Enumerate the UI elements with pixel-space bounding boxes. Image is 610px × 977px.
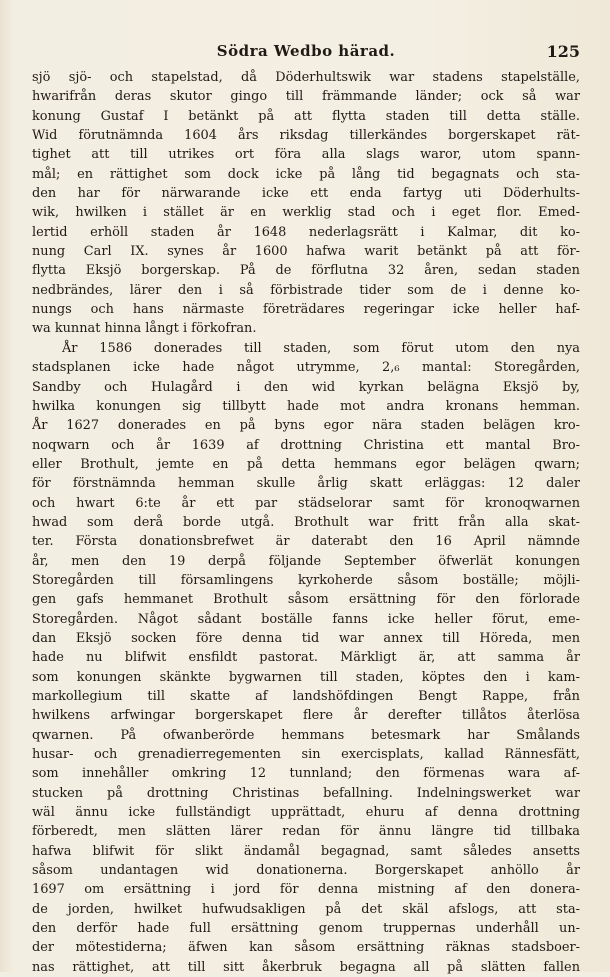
text-line: hwilka konungen sig tillbytt hade mot andra kronans hemman.	[32, 398, 580, 414]
text-line: som innehåller omkring 12 tunnland; den förmenas wara af-	[32, 766, 580, 782]
text-line: ter. Första donationsbrefwet är daterabt den 16 April nämnde	[32, 534, 580, 550]
text-line: wik, hwilken i stället är en werklig stad och i eget flor. Emed-	[32, 205, 580, 221]
text-line: stucken på drottning Christinas befallning. Indelningswerket war	[32, 785, 580, 801]
page-number: 125	[546, 42, 580, 61]
text-line: noqwarn och år 1639 af drottning Christina ett mantal Bro-	[32, 437, 580, 453]
text-line: gen gafs hemmanet Brothult såsom ersättning för den förlorade	[32, 592, 580, 608]
text-line: de jorden, hwilket hufwudsakligen på det skäl afslogs, att sta-	[32, 901, 580, 917]
text-line: hafwa blifwit för slikt ändamål begagnad, samt således ansetts	[32, 843, 580, 859]
text-line: mål; en rättighet som dock icke på lång tid begagnats och sta-	[32, 166, 580, 182]
text-line: nedbrändes, lärer den i så förbistrade tider som de i denne ko-	[32, 282, 580, 298]
text-line: qwarnen. På ofwanberörde hemmans betesmark har Smålands	[32, 727, 580, 743]
text-line: Storegården. Något sådant boställe fanns icke heller förut, eme-	[32, 611, 580, 627]
text-line: förberedt, men slätten lärer redan för ännu längre tid tillbaka	[32, 824, 580, 840]
text-line: dan Eksjö socken före denna tid war annex till Höreda, men	[32, 630, 580, 646]
text-line: wäl ännu icke fullständigt upprättadt, ehuru af denna drottning	[32, 805, 580, 821]
text-line: Storegården till församlingens kyrkoherde såsom boställe; möjli-	[32, 572, 580, 588]
text-line: 1697 om ersättning i jord för denna mistning af den donera-	[32, 882, 580, 898]
body-text	[32, 68, 580, 977]
text-line: husar- och grenadierregementen sin exercisplats, kallad Rännesfätt,	[32, 747, 580, 763]
text-line: hwilkens arfwingar borgerskapet flere år derefter tillåtos återlösa	[32, 708, 580, 724]
text-line: år, men den 19 derpå följande September öfwerlät konungen	[32, 553, 580, 569]
text-line: wa kunnat hinna långt i förkofran.	[32, 321, 257, 337]
page-header	[32, 40, 580, 64]
text-line: konung Gustaf I betänkt på att flytta staden till detta ställe.	[32, 108, 580, 124]
text-line: hwad som derå borde utgå. Brothult war fritt från alla skat-	[32, 514, 580, 530]
text-line: stadsplanen icke hade något utrymme, 2,₆ mantal: Storegården,	[32, 360, 580, 376]
text-line: och hwart 6:te år ett par städselorar samt för kronoqwarnen	[32, 495, 580, 511]
text-line: markollegium till skatte af landshöfdingen Bengt Rappe, från	[32, 689, 580, 704]
text-line: som konungen skänkte bygwarnen till staden, köptes den i kam-	[32, 669, 580, 685]
text-line: Wid förutnämnda 1604 års riksdag tillerkändes borgerskapet rät-	[32, 128, 580, 144]
text-line: nungs och hans närmaste företrädares regeringar icke heller haf-	[32, 302, 580, 318]
text-line: Sandby och Hulagård i den wid kyrkan belägna Eksjö by,	[32, 379, 580, 395]
text-line: nas rättighet, att till sitt åkerbruk begagna all på slätten fallen	[32, 959, 580, 975]
text-line: såsom undantagen wid donationerna. Borgerskapet anhöllo år	[32, 863, 580, 879]
text-line: den derför hade full ersättning genom truppernas underhåll un-	[32, 921, 580, 937]
text-line: der mötestiderna; äfwen kan såsom ersättning räknas stadsboer-	[32, 940, 580, 956]
text-line: nung Carl IX. synes år 1600 hafwa warit betänkt på att för-	[32, 244, 580, 260]
running-head: Södra Wedbo härad.	[216, 42, 396, 60]
text-line: År 1586 donerades till staden, som förut utom den nya	[62, 340, 580, 356]
text-line: År 1627 donerades en på byns egor nära staden belägen kro-	[32, 418, 580, 434]
text-line: hwarifrån deras skutor gingo till främmande länder; ock så war	[32, 89, 580, 105]
text-line: sjö sjö- och stapelstad, då Döderhultswik war stadens stapelställe,	[32, 70, 580, 85]
text-line: hade nu blifwit ensfildt pastorat. Märkligt är, att samma år	[32, 650, 580, 666]
text-line: för förstnämnda hemman skulle årlig skatt erläggas: 12 daler	[32, 476, 580, 492]
text-line: den har för närwarande icke ett enda fartyg uti Döderhults-	[32, 186, 580, 202]
text-line: lertid erhöll staden år 1648 nederlagsrätt i Kalmar, dit ko-	[32, 224, 580, 240]
text-line: tighet att till utrikes ort föra alla slags waror, utom spann-	[32, 147, 580, 163]
text-line: flytta Eksjö borgerskap. På de förflutna 32 åren, sedan staden	[32, 263, 580, 279]
text-line: eller Brothult, jemte en på detta hemmans egor belägen qwarn;	[32, 456, 580, 472]
